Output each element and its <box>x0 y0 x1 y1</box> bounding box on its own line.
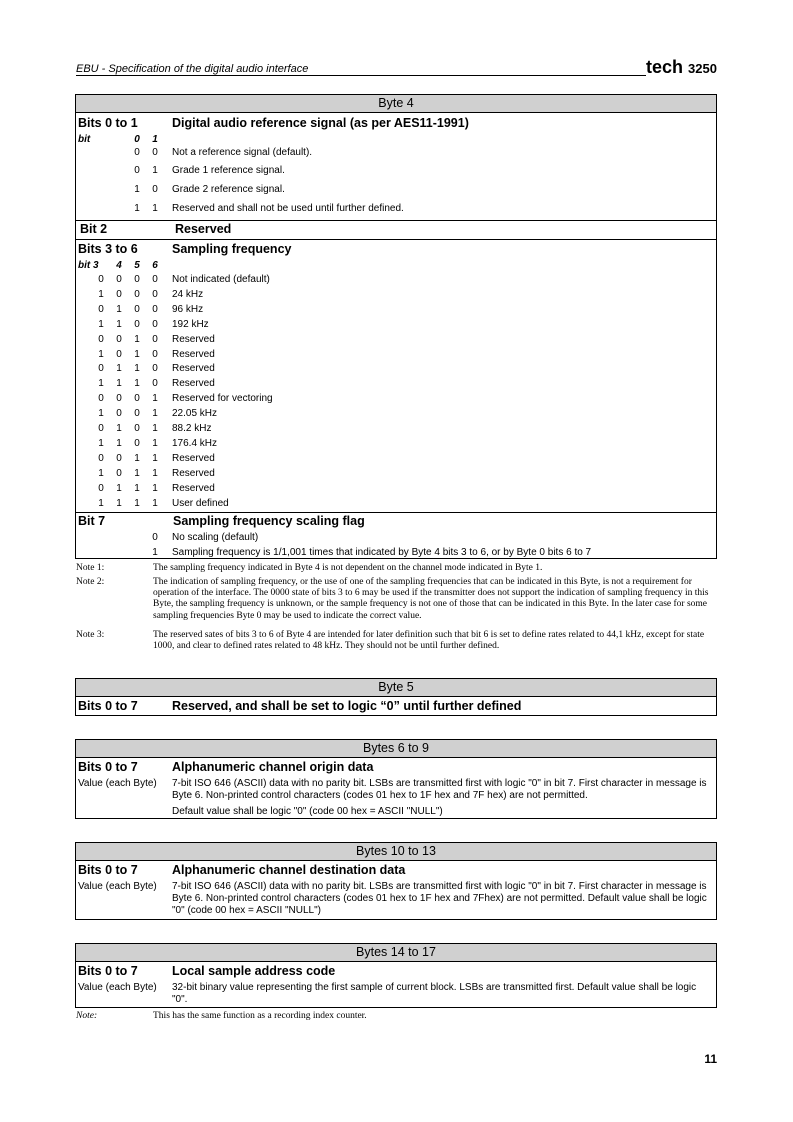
bit-value: 1 <box>116 363 122 375</box>
bit-value: 0 <box>98 393 104 405</box>
bit-value: 1 <box>152 452 158 464</box>
bit-description: Grade 1 reference signal. <box>172 165 285 176</box>
bit-col: 6 <box>152 260 158 271</box>
frequency-description: 96 kHz <box>172 303 204 315</box>
bit-value: 1 <box>134 184 140 195</box>
bit-description: Not a reference signal (default). <box>172 147 313 158</box>
value-description: 7-bit ISO 646 (ASCII) data with no parity bit. LSBs are transmitted first with logic "0" in bit 7. First character in message is Byte 6. Non-printed control characters (codes 01 hex to 1F hex and 7F hex) are not permitted. <box>172 778 707 801</box>
bit-value: 1 <box>152 165 158 176</box>
bit-value: 0 <box>116 274 122 285</box>
bit-value: 0 <box>116 467 122 479</box>
bit-description: Grade 2 reference signal. <box>172 184 285 195</box>
bits-label: Bit 7 <box>78 514 106 528</box>
bit-value: 1 <box>98 497 104 509</box>
section-title: Local sample address code <box>172 964 336 978</box>
note-label: Note 2: <box>76 577 105 587</box>
bit-value: 1 <box>98 288 104 300</box>
bits-label: Bits 0 to 7 <box>78 760 138 774</box>
note-label: Note: <box>76 1011 98 1021</box>
bit-value: 1 <box>134 203 140 214</box>
bit-value: 0 <box>116 333 122 345</box>
bit-value: 1 <box>116 318 122 330</box>
bit-value: 1 <box>134 333 140 345</box>
frequency-description: Reserved <box>172 378 215 390</box>
bit-value: 0 <box>134 423 140 434</box>
default-value: Default value shall be logic "0" (code 00 hex = ASCII "NULL") <box>172 806 443 817</box>
bit-value: 0 <box>134 408 140 420</box>
bit-col: 0 <box>134 134 140 145</box>
header-rule <box>76 75 646 76</box>
frequency-description: Reserved <box>172 467 215 479</box>
frequency-description: 88.2 kHz <box>172 423 212 434</box>
section-title: Reserved <box>175 222 232 236</box>
value-label: Value (each Byte) <box>78 778 157 789</box>
section-title: Sampling frequency <box>172 242 292 256</box>
bit-value: 0 <box>98 482 104 494</box>
bits-label: Bit 2 <box>80 222 108 236</box>
bit-value: 1 <box>134 467 140 479</box>
bit-value: 1 <box>134 482 140 494</box>
bit-description: Sampling frequency is 1/1,001 times that indicated by Byte 4 bits 3 to 6, or by Byte 0 bits 6 to 7 <box>172 547 592 558</box>
tech-label: tech <box>646 57 684 77</box>
value-description: 32-bit binary value representing the first sample of current block. LSBs are transmitted first. Default value shall be logic "0". <box>172 982 697 1005</box>
frequency-description: User defined <box>172 497 229 509</box>
doc-number <box>646 57 717 78</box>
bits-label: Bits 3 to 6 <box>78 242 138 256</box>
frequency-description: Reserved <box>172 363 215 375</box>
note-text: This has the same function as a recording index counter. <box>153 1011 367 1021</box>
bits-label: Bits 0 to 7 <box>78 699 138 713</box>
bit-value: 0 <box>98 274 104 285</box>
bit-value: 1 <box>152 497 158 509</box>
bit-value: 0 <box>98 333 104 345</box>
bit-col: 4 <box>116 260 122 271</box>
bit-value: 0 <box>116 348 122 360</box>
bit-header: bit <box>78 134 91 145</box>
bit-value: 1 <box>116 497 122 509</box>
note-text: The indication of sampling frequency, or the use of one of the sampling frequencies that can be indicated in this Byte, is not a requirement for operation of the interface. The 0000 state of bits 3 to 6 may be used if the transmitter does not support the indication of sampling frequency in this Byte, the sampling frequency is unknown, or the sample frequency is not one of those that can be indicated in this Byte. In the later case for some sampling frequencies Byte 0 may be used to indicate the correct value. <box>153 577 709 621</box>
bit-value: 0 <box>152 303 158 315</box>
bit-value: 1 <box>116 482 122 494</box>
frequency-description: Not indicated (default) <box>172 274 270 285</box>
bit-value: 0 <box>152 318 158 330</box>
page-number: 11 <box>704 1052 717 1066</box>
bit-value: 0 <box>134 165 140 176</box>
bit-col: 1 <box>152 134 158 145</box>
value-label: Value (each Byte) <box>78 881 157 892</box>
frequency-description: 176.4 kHz <box>172 437 218 449</box>
bytes14-17-title: Bytes 14 to 17 <box>76 944 716 962</box>
bit-value: 1 <box>98 378 104 390</box>
bit-value: 0 <box>152 348 158 360</box>
bits-label: Bits 0 to 1 <box>78 116 138 130</box>
bit-value: 0 <box>134 303 140 315</box>
bit-value: 1 <box>152 203 158 214</box>
bytes10-13-title: Bytes 10 to 13 <box>76 843 716 861</box>
bytes6-9-title: Bytes 6 to 9 <box>76 740 716 758</box>
bit-value: 1 <box>98 408 104 420</box>
bit-value: 1 <box>98 348 104 360</box>
frequency-description: 24 kHz <box>172 288 204 300</box>
bit-value: 0 <box>134 318 140 330</box>
bit-value: 0 <box>152 184 158 195</box>
bit-value: 0 <box>152 378 158 390</box>
bit-value: 0 <box>152 363 158 375</box>
bit-value: 0 <box>116 393 122 405</box>
bit-description: No scaling (default) <box>172 532 259 543</box>
note-label: Note 3: <box>76 630 105 640</box>
bit-value: 1 <box>98 467 104 479</box>
bit-value: 1 <box>134 363 140 375</box>
bit-value: 1 <box>134 378 140 390</box>
bit-value: 0 <box>98 363 104 375</box>
bit-value: 1 <box>116 378 122 390</box>
bit-value: 0 <box>152 288 158 300</box>
rule <box>76 239 716 240</box>
bit-value: 1 <box>152 437 158 449</box>
tech-number: 3250 <box>688 61 717 76</box>
bits-label: Bits 0 to 7 <box>78 863 138 877</box>
rule <box>76 220 716 221</box>
bit-value: 1 <box>134 452 140 464</box>
bit-value: 1 <box>152 393 158 405</box>
bit-value: 0 <box>152 274 158 285</box>
section-title: Reserved, and shall be set to logic “0” until further defined <box>172 699 522 713</box>
bit-value: 0 <box>152 532 158 543</box>
section-title: Digital audio reference signal (as per AES11-1991) <box>172 116 469 130</box>
running-header: EBU - Specification of the digital audio interface <box>76 63 309 75</box>
frequency-description: 192 kHz <box>172 318 209 330</box>
bit-value: 1 <box>98 318 104 330</box>
bit-value: 0 <box>134 288 140 300</box>
bit-header: bit 3 <box>78 260 99 271</box>
bit-value: 0 <box>152 147 158 158</box>
value-description: 7-bit ISO 646 (ASCII) data with no parity bit. LSBs are transmitted first with logic "0" in bit 7. First character in message is Byte 6. Non-printed control characters (codes 01 hex to 1F hex and 7Fhex) are not permitted. Default value shall be logic "0" (code 00 hex = ASCII "NULL") <box>172 881 707 916</box>
bit-value: 1 <box>116 303 122 315</box>
bit-value: 1 <box>134 348 140 360</box>
bit-value: 0 <box>134 147 140 158</box>
bit-value: 1 <box>116 437 122 449</box>
bit-value: 1 <box>152 423 158 434</box>
bit-col: 5 <box>134 260 140 271</box>
frequency-description: Reserved <box>172 452 215 464</box>
note-text: The sampling frequency indicated in Byte 4 is not dependent on the channel mode indicated in Byte 1. <box>153 563 543 573</box>
bit-value: 1 <box>134 497 140 509</box>
bit-value: 0 <box>134 393 140 405</box>
bit-value: 1 <box>152 547 158 558</box>
byte5-title: Byte 5 <box>76 679 716 697</box>
bit-value: 1 <box>152 408 158 420</box>
bit-value: 0 <box>116 288 122 300</box>
bit-value: 0 <box>116 452 122 464</box>
rule <box>76 512 716 513</box>
bit-value: 0 <box>152 333 158 345</box>
bit-value: 0 <box>134 274 140 285</box>
bits-label: Bits 0 to 7 <box>78 964 138 978</box>
note-label: Note 1: <box>76 563 105 573</box>
bit-value: 1 <box>152 482 158 494</box>
bit-value: 0 <box>134 437 140 449</box>
frequency-description: Reserved for vectoring <box>172 393 273 405</box>
bit-description: Reserved and shall not be used until further defined. <box>172 203 404 214</box>
section-title: Alphanumeric channel destination data <box>172 863 406 877</box>
frequency-description: 22.05 kHz <box>172 408 218 420</box>
note-text: The reserved sates of bits 3 to 6 of Byte 4 are intended for later definition such that bit 6 is set to define rates related to 44,1 kHz, except for state 1000, and clear to defined rates related to 48 kHz. They should not be until further defined. <box>153 630 705 652</box>
section-title: Sampling frequency scaling flag <box>173 514 365 528</box>
value-label: Value (each Byte) <box>78 982 157 993</box>
bit-value: 1 <box>98 437 104 449</box>
frequency-description: Reserved <box>172 348 215 360</box>
bit-value: 1 <box>152 467 158 479</box>
bit-value: 0 <box>116 408 122 420</box>
frequency-description: Reserved <box>172 333 215 345</box>
bit-value: 0 <box>98 452 104 464</box>
byte4-title: Byte 4 <box>76 95 716 113</box>
bit-value: 0 <box>98 423 104 434</box>
bit-value: 0 <box>98 303 104 315</box>
section-title: Alphanumeric channel origin data <box>172 760 374 774</box>
bit-value: 1 <box>116 423 122 434</box>
frequency-description: Reserved <box>172 482 215 494</box>
